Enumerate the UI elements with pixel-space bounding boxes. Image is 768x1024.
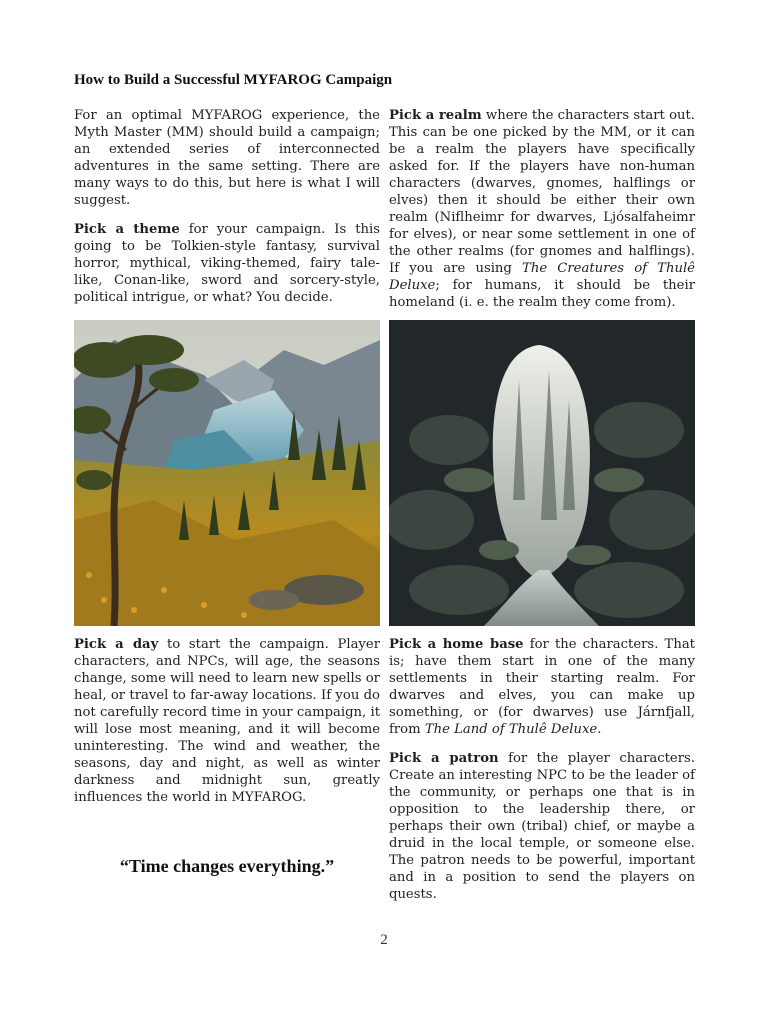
page-number: 2 xyxy=(380,932,388,948)
left-column-top xyxy=(74,107,380,318)
pull-quote: “Time changes everything.” xyxy=(119,856,335,876)
patron-paragraph xyxy=(389,750,695,903)
realm-body-1: where the characters start out. This can be one picked by the MM, or it can be a realm the players have specifically asked for. If the players have non-human characters (dwarves, gnomes, halflings or elves) then it should be either their own realm (Niflheimr for dwarves, Ljósalfaheimr for elves), or near some settlement in one of the other realms (for gnomes and halflings). If you are using xyxy=(389,108,695,276)
page-title: How to Build a Successful MYFAROG Campaign xyxy=(74,72,393,88)
home-base-paragraph xyxy=(389,636,695,738)
right-column-bottom xyxy=(389,636,695,915)
realm-italic: The Creatures of Thulê Deluxe xyxy=(389,261,695,293)
realm-body-2: ; for humans, it should be their homeland (i. e. the realm they come from). xyxy=(389,278,695,310)
theme-body: for your campaign. Is this going to be Tolkien-style fantasy, survival horror, mythical, viking-themed, fairy tale-like, Conan-like, sword and sorcery-style, political intrigue, or what? You decide. xyxy=(74,222,380,305)
realm-lead: Pick a realm xyxy=(389,108,482,123)
intro-paragraph: For an optimal MYFAROG experience, the Myth Master (MM) should build a campaign; an extended series of interconnected adventures in the same setting. There are many ways to do this, but here is what I will suggest. xyxy=(74,108,380,208)
theme-paragraph xyxy=(74,221,380,306)
right-column-top xyxy=(389,107,695,323)
home-base-body-2: . xyxy=(597,722,602,737)
home-base-italic: The Land of Thulê Deluxe xyxy=(424,722,598,737)
realm-paragraph xyxy=(389,107,695,311)
patron-body: for the player characters. Create an interesting NPC to be the leader of the community, or perhaps one that is in opposition to the leadership there, or perhaps their own (tribal) chief, or maybe a druid in the local temple, or someone else. The patron needs to be powerful, important and in a position to send the players on quests. xyxy=(389,751,695,902)
left-column-bottom xyxy=(74,636,380,818)
patron-lead: Pick a patron xyxy=(389,751,499,766)
day-body: to start the campaign. Player characters, and NPCs, will age, the seasons change, some will need to learn new spells or heal, or travel to far-away locations. If you do not carefully record time in your campaign, it will lose most meaning, and it will become uninteresting. The wind and weather, the seasons, day and night, as well as winter darkness and midnight sun, greatly influences the world in MYFAROG. xyxy=(74,637,380,805)
day-paragraph xyxy=(74,636,380,806)
fjord-landscape-image xyxy=(74,320,380,626)
theme-lead: Pick a theme xyxy=(74,222,180,237)
home-base-body-1: for the characters. That is; have them start in one of the many settlements in their starting realm. For dwarves and elves, you can make up something, or (for dwarves) use Járnfjall, from xyxy=(389,637,695,737)
day-lead: Pick a day xyxy=(74,637,159,652)
cave-image xyxy=(389,320,695,626)
home-base-lead: Pick a home base xyxy=(389,637,524,652)
